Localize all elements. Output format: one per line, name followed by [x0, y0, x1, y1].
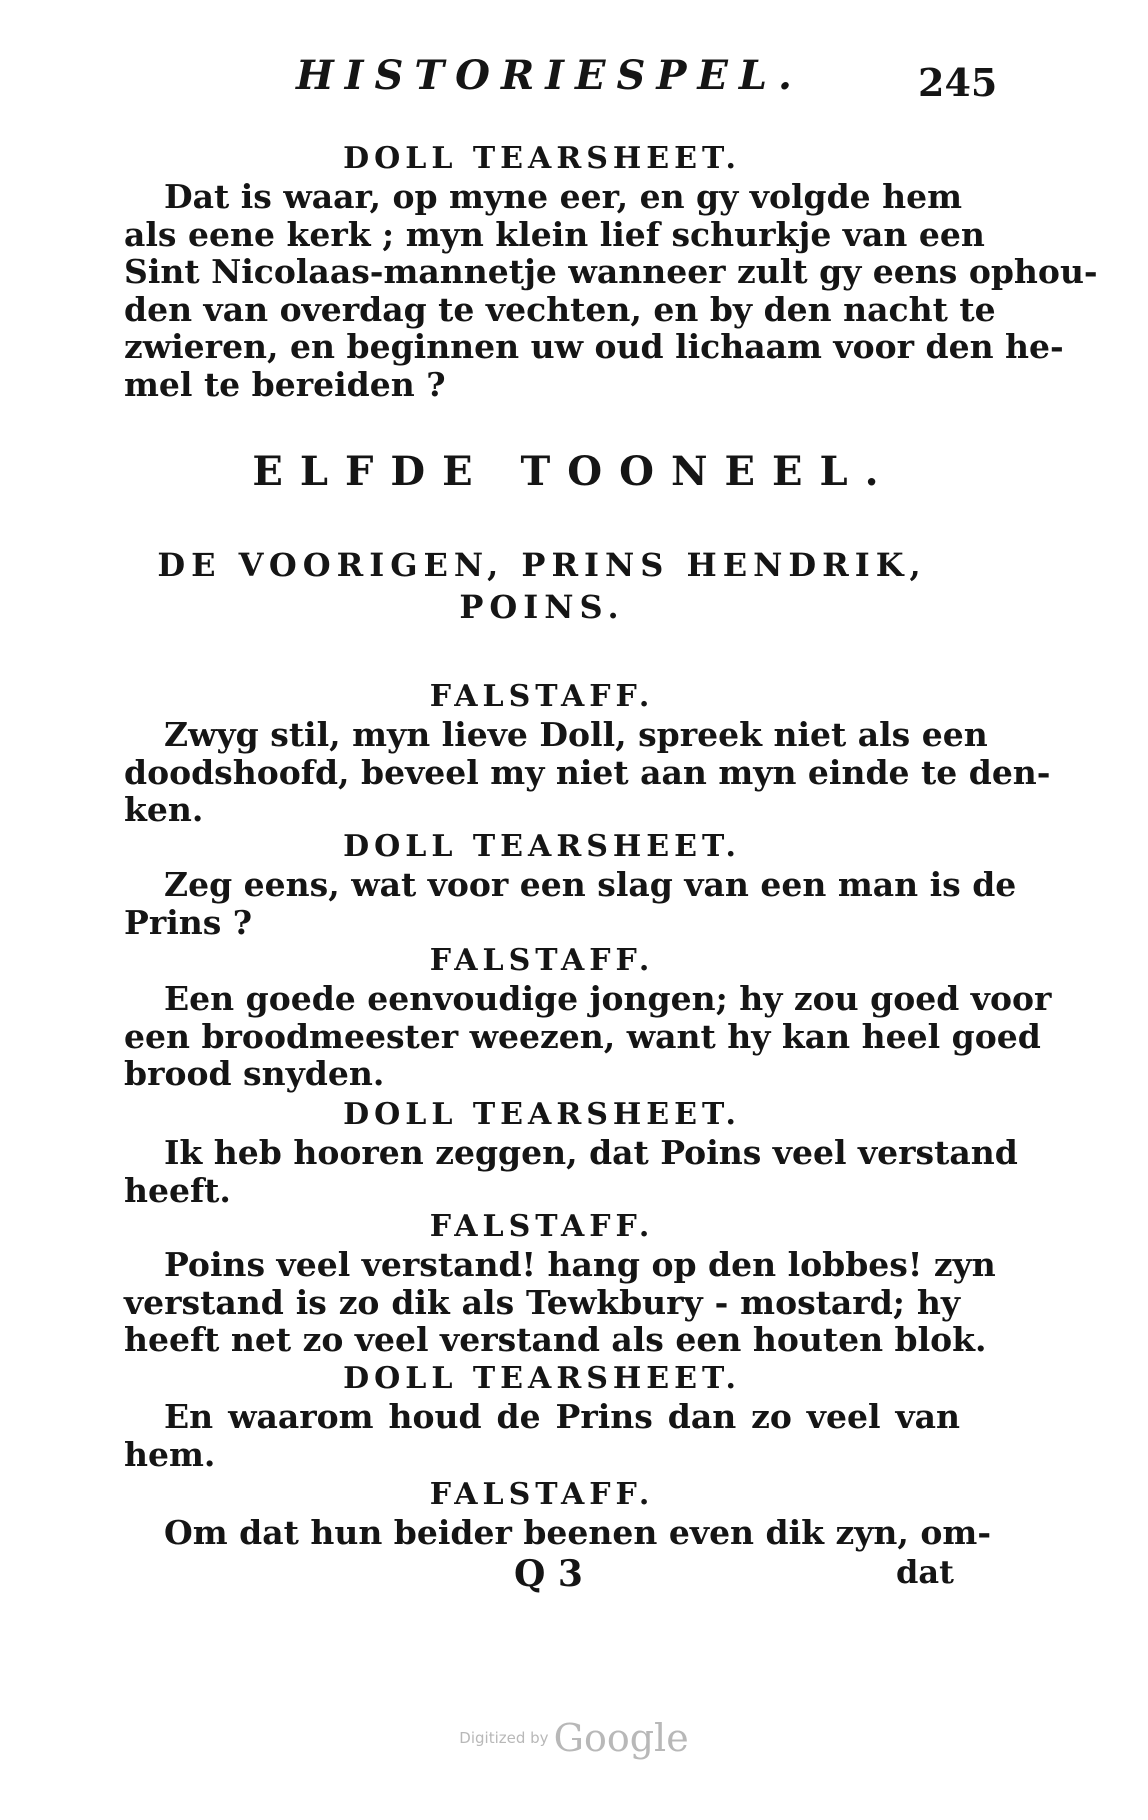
speech-line: zwieren, en beginnen uw oud lichaam voor den he- — [124, 327, 1064, 366]
speech-line: hem. — [124, 1434, 216, 1474]
speaker-name: FALSTAFF. — [429, 679, 655, 714]
speech-line: ken. — [124, 790, 204, 829]
speech-block — [124, 1096, 1018, 1210]
speech-block — [124, 828, 1017, 942]
speech-line: Poins veel verstand! hang op den lobbes! zyn — [164, 1245, 996, 1284]
signature-mark: Q 3 — [514, 1553, 583, 1595]
speech-line: Een goede eenvoudige jongen; hy zou goed voor — [164, 979, 1052, 1018]
speaker-name: DOLL TEARSHEET. — [343, 829, 741, 864]
speech-line: als eene kerk ; myn klein lief schurkje van een — [124, 214, 985, 254]
stage-direction-line: POINS. — [459, 588, 625, 626]
speech-line: Sint Nicolaas-mannetje wanneer zult gy eens ophou- — [124, 252, 1098, 291]
speech-block — [124, 1476, 992, 1552]
speech-line: Om dat hun beider beenen even dik zyn, om- — [164, 1513, 992, 1552]
speech-line: Prins ? — [124, 902, 253, 942]
speech-block — [124, 1208, 996, 1359]
speech-text — [124, 1133, 1018, 1210]
speech-line: Dat is waar, op myne eer, en gy volgde hem — [164, 177, 963, 216]
speech-block — [124, 140, 1098, 404]
speech-line: den van overdag te vechten, en by den nacht te — [124, 289, 996, 329]
page-number: 245 — [918, 60, 998, 105]
stage-direction — [124, 544, 960, 628]
speech-block — [124, 942, 1052, 1093]
speech-block — [124, 1360, 960, 1473]
speech-text — [124, 1398, 960, 1473]
speaker-name: DOLL TEARSHEET. — [343, 1361, 741, 1396]
scene-title: ELFDE TOONEEL. — [252, 448, 896, 495]
stage-direction-line: DE VOORIGEN, PRINS HENDRIK, — [157, 546, 927, 584]
speaker-name: FALSTAFF. — [429, 1477, 655, 1512]
speech-line: brood snyden. — [124, 1054, 385, 1093]
speech-line: Ik heb hooren zeggen, dat Poins veel verstand — [164, 1133, 1018, 1172]
speech-line: verstand is zo dik als Tewkbury - mostard; hy — [124, 1282, 960, 1322]
watermark-prefix: Digitized by — [459, 1729, 549, 1747]
speech-text — [124, 979, 1052, 1093]
speech-text — [124, 177, 1098, 404]
speech-line: doodshoofd, beveel my niet aan myn einde te den- — [124, 752, 1051, 792]
running-title: HISTORIESPEL. — [296, 52, 803, 99]
speech-line: Zwyg stil, myn lieve Doll, spreek niet als een — [164, 715, 988, 754]
speech-text — [124, 715, 1051, 829]
speaker-name: DOLL TEARSHEET. — [343, 1097, 741, 1132]
speech-line: heeft net zo veel verstand als een houten blok. — [124, 1320, 987, 1359]
speech-line: mel te bereiden ? — [124, 364, 446, 404]
speaker-name: DOLL TEARSHEET. — [343, 141, 741, 176]
catchword: dat — [896, 1553, 954, 1591]
speech-text — [124, 1513, 992, 1552]
speech-line: heeft. — [124, 1170, 231, 1210]
speech-block — [124, 678, 1051, 829]
speech-text — [124, 1245, 996, 1359]
speech-line: een broodmeester weezen, want hy kan heel goed — [124, 1016, 1041, 1056]
speech-text — [124, 865, 1017, 942]
speech-line: En waarom houd de Prins dan zo veel van — [164, 1397, 960, 1436]
speech-line: Zeg eens, wat voor een slag van een man is de — [164, 865, 1017, 904]
google-logo: Google — [553, 1716, 689, 1760]
speaker-name: FALSTAFF. — [429, 943, 655, 978]
speaker-name: FALSTAFF. — [429, 1209, 655, 1244]
digitization-watermark — [0, 1716, 1148, 1760]
